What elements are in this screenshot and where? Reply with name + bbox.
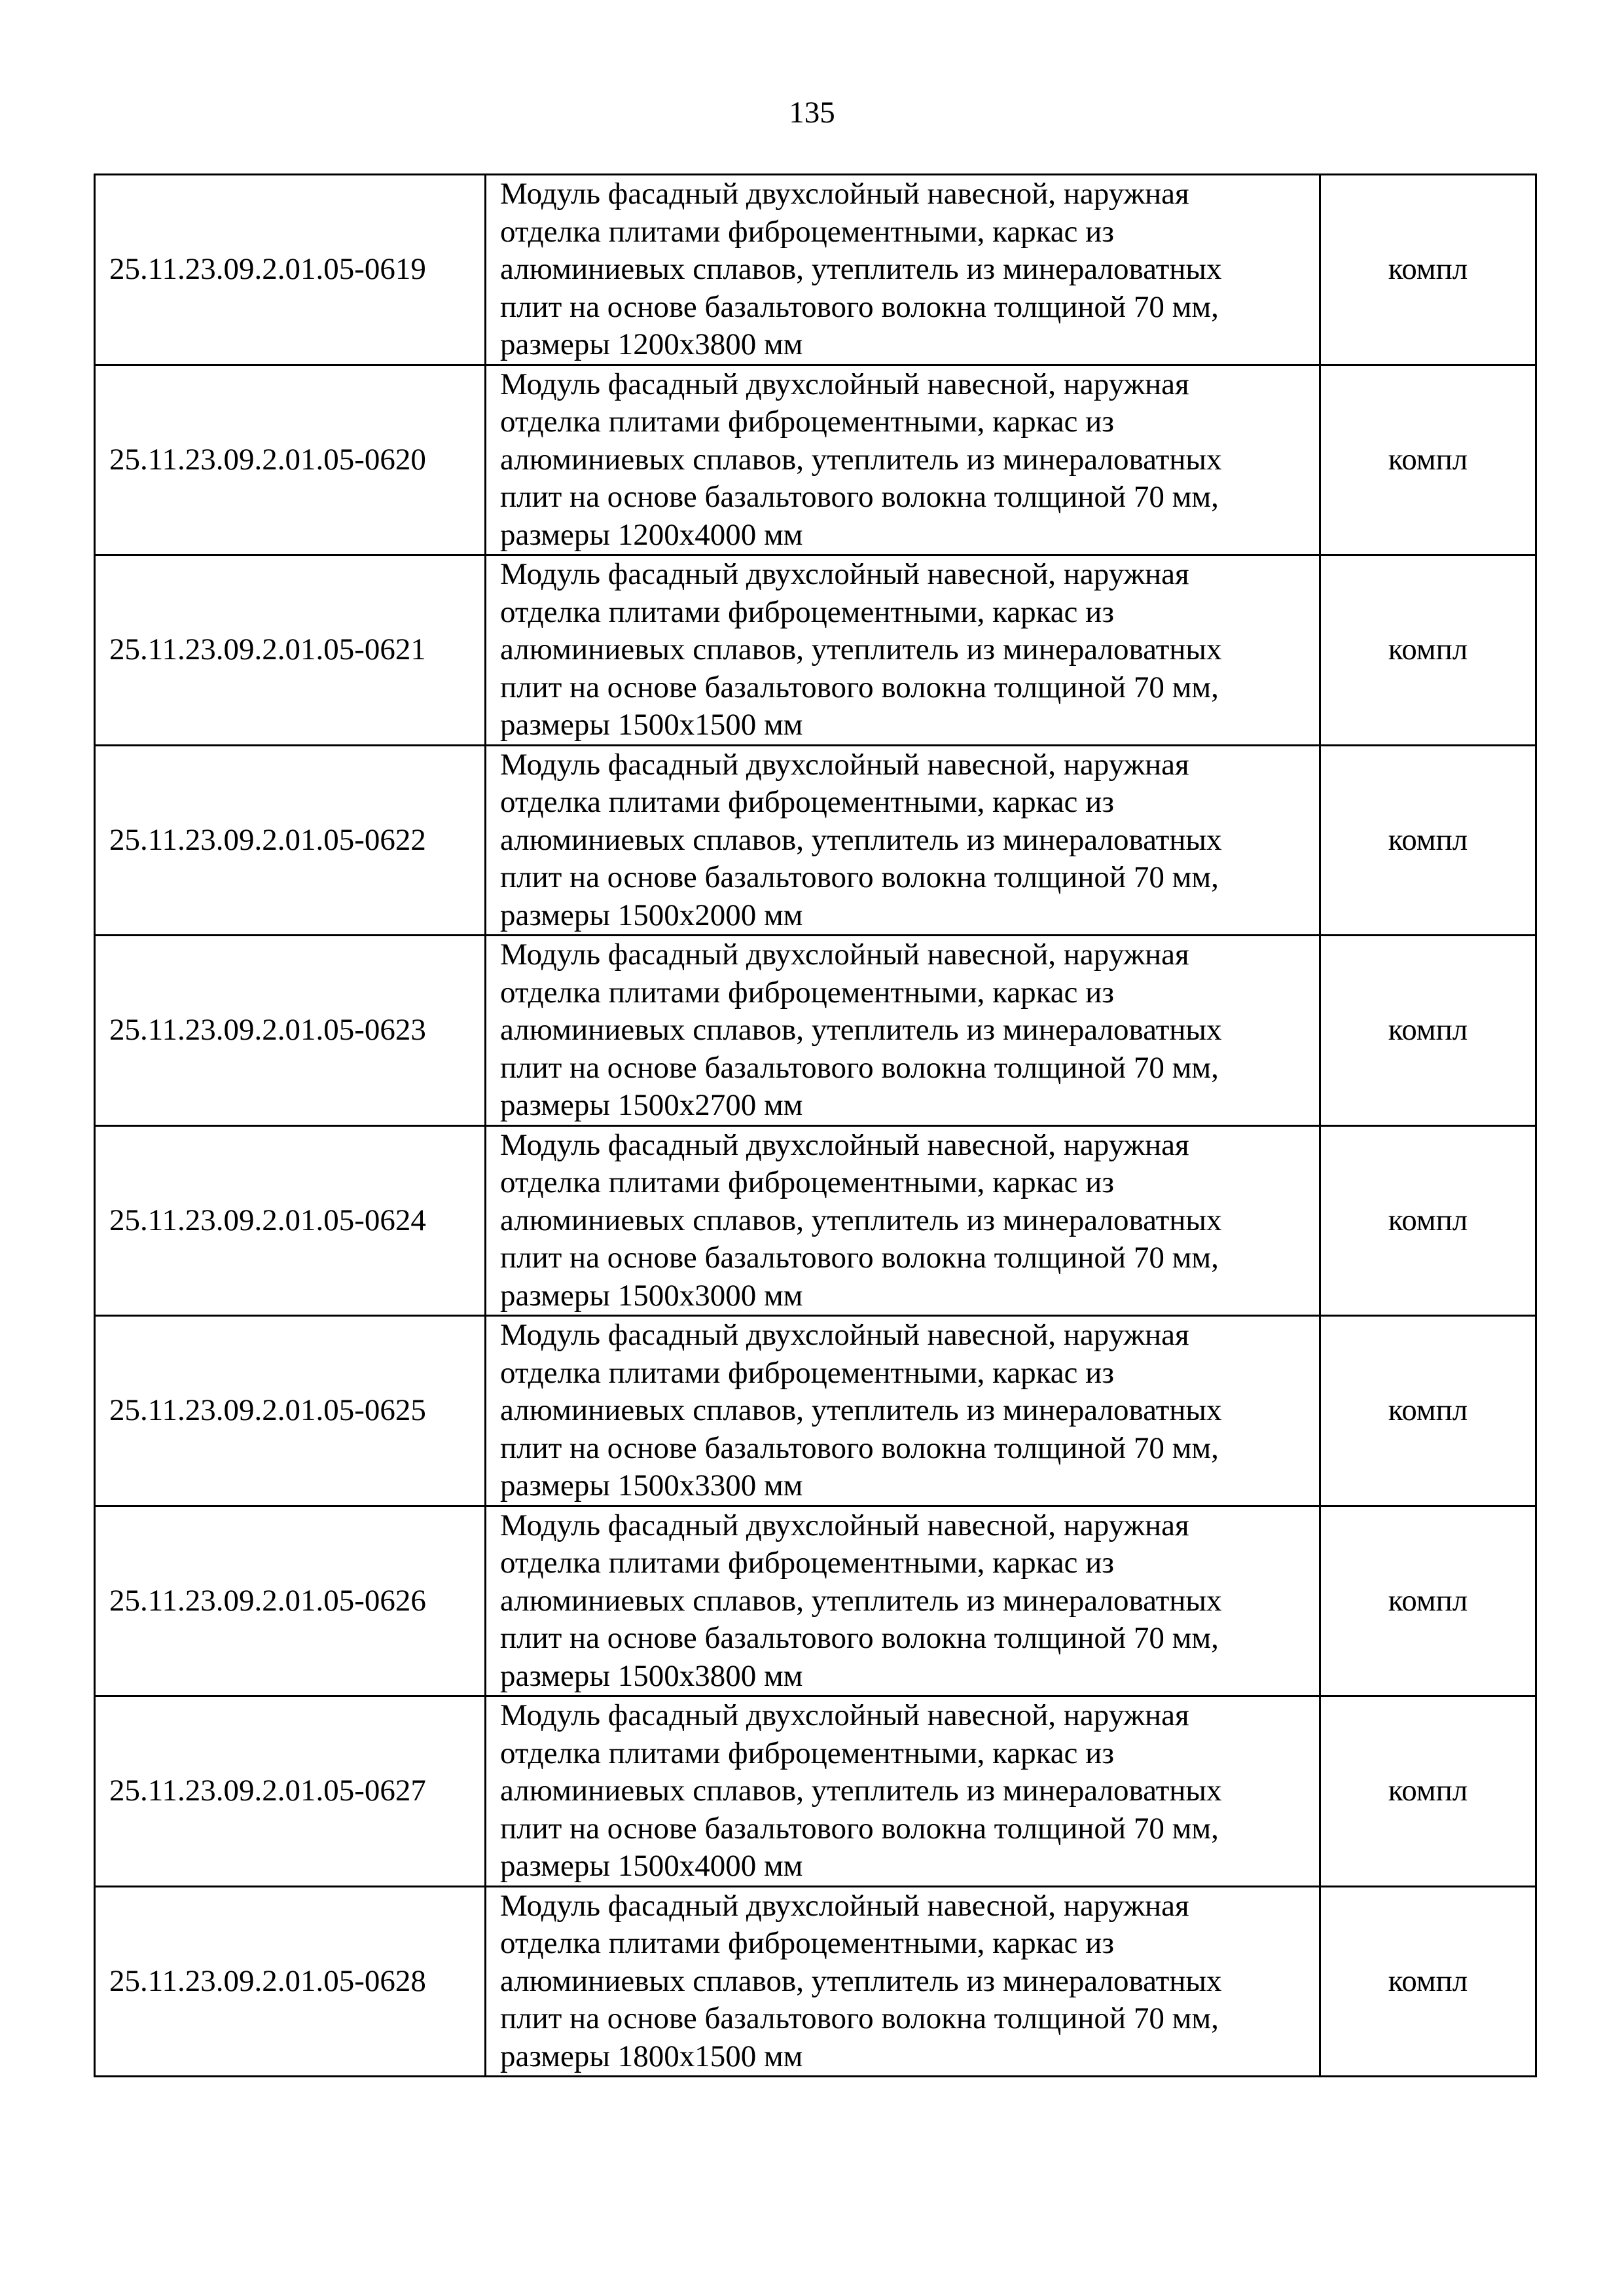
description-line: размеры 1200х4000 мм <box>500 517 803 552</box>
description-line: размеры 1500х2700 мм <box>500 1088 803 1122</box>
description-line: алюминиевых сплавов, утеплитель из минераловатных <box>500 1393 1222 1427</box>
description-line: алюминиевых сплавов, утеплитель из минераловатных <box>500 1963 1222 1998</box>
unit-of-measure: компл <box>1320 745 1536 936</box>
table-row <box>95 365 1536 555</box>
resource-code: 25.11.23.09.2.01.05-0623 <box>95 936 486 1126</box>
resource-code: 25.11.23.09.2.01.05-0626 <box>95 1506 486 1696</box>
table-row <box>95 745 1536 936</box>
description-line: плит на основе базальтового волокна толщиной 70 мм, <box>500 1811 1219 1846</box>
table-row <box>95 555 1536 746</box>
description-line: отделка плитами фиброцементными, каркас из <box>500 1926 1114 1960</box>
table-row <box>95 936 1536 1126</box>
page-number: 135 <box>789 96 835 130</box>
description-line: отделка плитами фиброцементными, каркас из <box>500 405 1114 439</box>
description-line: размеры 1500х3000 мм <box>500 1278 803 1313</box>
table-row <box>95 1316 1536 1506</box>
description-line: плит на основе базальтового волокна толщиной 70 мм, <box>500 1621 1219 1655</box>
unit-of-measure: компл <box>1320 555 1536 746</box>
resource-description <box>486 1506 1320 1696</box>
description-line: отделка плитами фиброцементными, каркас из <box>500 594 1114 629</box>
unit-of-measure: компл <box>1320 365 1536 555</box>
unit-of-measure: компл <box>1320 1125 1536 1316</box>
description-line: размеры 1500х3800 мм <box>500 1658 803 1693</box>
description-line: алюминиевых сплавов, утеплитель из минераловатных <box>500 442 1222 477</box>
table-row <box>95 1886 1536 2077</box>
description-line: Модуль фасадный двухслойный навесной, наружная <box>500 747 1189 782</box>
description-line: размеры 1800х1500 мм <box>500 2039 803 2073</box>
unit-of-measure: компл <box>1320 1316 1536 1506</box>
description-line: алюминиевых сплавов, утеплитель из минераловатных <box>500 1203 1222 1237</box>
description-line: алюминиевых сплавов, утеплитель из минераловатных <box>500 1583 1222 1618</box>
resource-code: 25.11.23.09.2.01.05-0627 <box>95 1696 486 1887</box>
resource-description <box>486 175 1320 365</box>
resource-description <box>486 365 1320 555</box>
resource-code: 25.11.23.09.2.01.05-0621 <box>95 555 486 746</box>
description-line: Модуль фасадный двухслойный навесной, наружная <box>500 557 1189 591</box>
description-line: алюминиевых сплавов, утеплитель из минераловатных <box>500 822 1222 857</box>
resource-code: 25.11.23.09.2.01.05-0620 <box>95 365 486 555</box>
description-line: плит на основе базальтового волокна толщиной 70 мм, <box>500 480 1219 514</box>
description-line: Модуль фасадный двухслойный навесной, наружная <box>500 177 1189 211</box>
description-line: размеры 1200х3800 мм <box>500 327 803 361</box>
description-line: Модуль фасадный двухслойный навесной, наружная <box>500 1698 1189 1732</box>
resource-code: 25.11.23.09.2.01.05-0628 <box>95 1886 486 2077</box>
description-line: отделка плитами фиброцементными, каркас из <box>500 975 1114 1010</box>
resource-description <box>486 555 1320 746</box>
description-line: алюминиевых сплавов, утеплитель из минераловатных <box>500 252 1222 286</box>
description-line: размеры 1500х2000 мм <box>500 898 803 932</box>
description-line: отделка плитами фиброцементными, каркас из <box>500 1355 1114 1390</box>
description-line: отделка плитами фиброцементными, каркас из <box>500 1546 1114 1580</box>
description-line: размеры 1500х4000 мм <box>500 1849 803 1883</box>
description-line: Модуль фасадный двухслойный навесной, наружная <box>500 367 1189 401</box>
resource-description <box>486 1125 1320 1316</box>
table-row <box>95 175 1536 365</box>
description-line: отделка плитами фиброцементными, каркас из <box>500 785 1114 819</box>
table-row <box>95 1696 1536 1887</box>
resource-table-body <box>95 175 1536 2077</box>
description-line: Модуль фасадный двухслойный навесной, наружная <box>500 1508 1189 1542</box>
description-line: плит на основе базальтового волокна толщиной 70 мм, <box>500 860 1219 894</box>
resource-code: 25.11.23.09.2.01.05-0619 <box>95 175 486 365</box>
table-row <box>95 1506 1536 1696</box>
description-line: алюминиевых сплавов, утеплитель из минераловатных <box>500 1774 1222 1808</box>
resource-table <box>94 173 1537 2077</box>
resource-description <box>486 745 1320 936</box>
description-line: алюминиевых сплавов, утеплитель из минераловатных <box>500 1013 1222 1047</box>
description-line: Модуль фасадный двухслойный навесной, наружная <box>500 938 1189 972</box>
unit-of-measure: компл <box>1320 936 1536 1126</box>
description-line: Модуль фасадный двухслойный навесной, наружная <box>500 1127 1189 1162</box>
description-line: плит на основе базальтового волокна толщиной 70 мм, <box>500 2001 1219 2035</box>
resource-code: 25.11.23.09.2.01.05-0625 <box>95 1316 486 1506</box>
description-line: плит на основе базальтового волокна толщиной 70 мм, <box>500 670 1219 704</box>
description-line: размеры 1500х3300 мм <box>500 1468 803 1503</box>
description-line: Модуль фасадный двухслойный навесной, наружная <box>500 1318 1189 1352</box>
resource-description <box>486 1316 1320 1506</box>
description-line: плит на основе базальтового волокна толщиной 70 мм, <box>500 1430 1219 1465</box>
resource-description <box>486 936 1320 1126</box>
resource-description <box>486 1886 1320 2077</box>
description-line: размеры 1500х1500 мм <box>500 708 803 742</box>
description-line: плит на основе базальтового волокна толщиной 70 мм, <box>500 1241 1219 1275</box>
unit-of-measure: компл <box>1320 1506 1536 1696</box>
resource-description <box>486 1696 1320 1887</box>
description-line: отделка плитами фиброцементными, каркас из <box>500 1736 1114 1770</box>
description-line: отделка плитами фиброцементными, каркас из <box>500 1165 1114 1199</box>
description-line: плит на основе базальтового волокна толщиной 70 мм, <box>500 289 1219 324</box>
unit-of-measure: компл <box>1320 175 1536 365</box>
description-line: плит на основе базальтового волокна толщиной 70 мм, <box>500 1050 1219 1085</box>
resource-code: 25.11.23.09.2.01.05-0624 <box>95 1125 486 1316</box>
unit-of-measure: компл <box>1320 1696 1536 1887</box>
description-line: Модуль фасадный двухслойный навесной, наружная <box>500 1888 1189 1923</box>
table-row <box>95 1125 1536 1316</box>
unit-of-measure: компл <box>1320 1886 1536 2077</box>
resource-code: 25.11.23.09.2.01.05-0622 <box>95 745 486 936</box>
description-line: алюминиевых сплавов, утеплитель из минераловатных <box>500 632 1222 666</box>
description-line: отделка плитами фиброцементными, каркас из <box>500 214 1114 249</box>
